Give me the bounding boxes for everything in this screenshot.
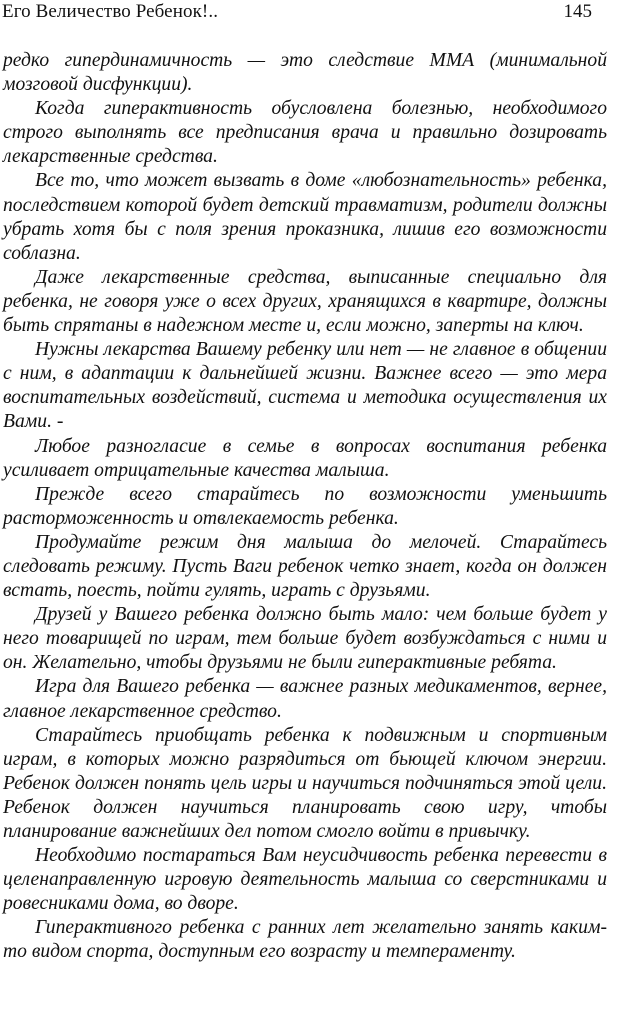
paragraph: Все то, что может вызвать в доме «любознательность» ребенка, последствием которой будет детский травматизм, родители должны убрать хотя бы с поля зрения проказника, лишив его возможности соблазна. <box>3 170 607 264</box>
page-number: 145 <box>563 1 592 22</box>
paragraph: Гиперактивного ребенка с ранних лет желательно занять каким-то видом спорта, доступным его возрасту и темпераменту. <box>3 917 607 963</box>
paragraph: Друзей у Вашего ребенка должно быть мало: чем больше будет у него товарищей по играм, тем больше будет возбуждаться с ними и он. Желательно, чтобы друзьями не были гиперактивные ребята. <box>3 604 607 674</box>
paragraph: Любое разногласие в семье в вопросах воспитания ребенка усиливает отрицательные качества малыша. <box>3 435 607 481</box>
paragraph: Необходимо постараться Вам неусидчивость ребенка перевести в целенаправленную игровую деятельность малыша со сверстниками и ровесниками дома, во дворе. <box>3 845 607 915</box>
running-head-title: Его Величество Ребенок!.. <box>2 1 219 22</box>
body-text <box>3 49 607 965</box>
paragraph: Даже лекарственные средства, выписанные специально для ребенка, не говоря уже о всех других, хранящихся в квартире, должны быть спрятаны в надежном месте и, если можно, заперты на ключ. <box>3 266 607 337</box>
paragraph: редко гипердинамичность — это следствие ММА (минимальной мозговой дисфункции). <box>3 50 607 96</box>
paragraph: Игра для Вашего ребенка — важнее разных медикаментов, вернее, главное лекарственное средство. <box>3 676 607 722</box>
paragraph: Старайтесь приобщать ребенка к подвижным и спортивным играм, в которых можно разрядиться от бьющей ключом энергии. Ребенок должен понять цель игры и научиться подчиняться этой цели. Ребенок должен научиться планировать свою игру, чтобы планирование важнейших дел потом смогло войти в привычку. <box>3 724 607 842</box>
paragraph: Прежде всего старайтесь по возможности уменьшить расторможенность и отвлекаемость ребенка. <box>3 483 607 529</box>
paragraph: Нужны лекарства Вашему ребенку или нет — не главное в общении с ним, в адаптации к дальнейшей жизни. Важнее всего — это мера воспитательных воздействий, система и методика осуществления их Вами. - <box>3 339 607 433</box>
paragraph: Когда гиперактивность обусловлена болезнью, необходимого строго выполнять все предписания врача и правильно дозировать лекарственные средства. <box>3 98 607 168</box>
paragraph: Продумайте режим дня малыша до мелочей. Старайтесь следовать режиму. Пусть Ваги ребенок четко знает, когда он должен встать, поесть, пойти гулять, играть с друзьями. <box>3 531 607 602</box>
page-header <box>2 0 592 30</box>
